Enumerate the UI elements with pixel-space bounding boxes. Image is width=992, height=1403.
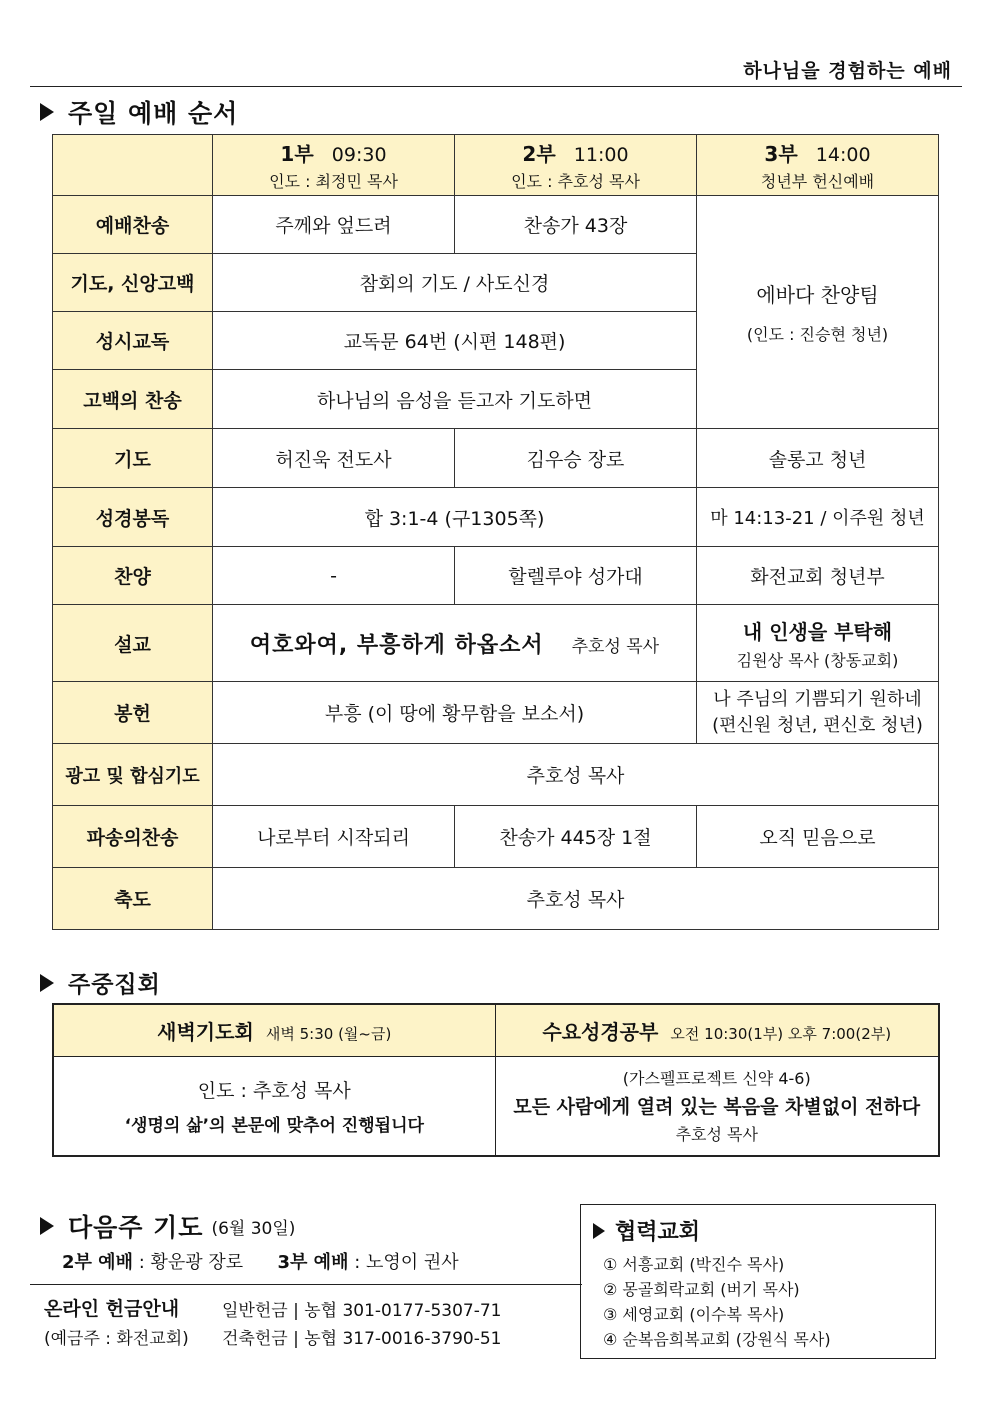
cell: 김우승 장로 [455,429,697,488]
online-offering-title: 온라인 헌금안내 [44,1298,180,1320]
partner-heading: 협력교회 [593,1215,935,1246]
table-row [53,196,939,254]
row-label: 축도 [53,868,213,930]
table-row [53,547,939,605]
table-row [53,868,939,930]
cell: 찬송가 445장 1절 [455,806,697,868]
triangle-bullet-icon [40,1217,54,1235]
cell: 허진욱 전도사 [213,429,455,488]
sermon-preacher: 추호성 목사 [571,636,660,657]
cell: 솔롱고 청년 [697,429,939,488]
weekday-meetings-table [52,1003,940,1157]
third-offering-cell: 나 주님의 기쁨되기 원하네 (편신원 청년, 편신호 청년) [697,682,939,744]
table-corner [53,135,213,196]
cell: 할렐루야 성가대 [455,547,697,605]
building-offering-account: 건축헌금 | 농협 317-0016-3790-51 [222,1329,502,1349]
table-row [53,488,939,547]
cell: 주께와 엎드려 [213,196,455,254]
row-label: 파송의찬송 [53,806,213,868]
header-divider [30,86,962,87]
sermon-title: 여호와여, 부흥하게 하옵소서 [249,632,544,658]
offering-depositor: (예금주 : 화전교회) [44,1329,189,1349]
row-label: 예배찬송 [53,196,213,254]
table-row [53,806,939,868]
service-2-header: 2부 11:00 인도 : 추호성 목사 [455,135,697,196]
weekday-heading: 주중집회 [40,966,161,999]
cell: 추호성 목사 [213,744,939,806]
table-row [53,682,939,744]
list-item: ④ 순복음희복교회 (강원식 목사) [603,1330,831,1349]
document-title: 하나님을 경험하는 예배 [743,60,952,82]
dawn-prayer-header: 새벽기도회 새벽 5:30 (월~금) [53,1004,495,1056]
general-offering-account: 일반헌금 | 농협 301-0177-5307-71 [222,1301,502,1321]
cell: 참회의 기도 / 사도신경 [213,254,697,312]
cell: 하나님의 음성을 듣고자 기도하면 [213,370,697,429]
table-row [53,744,939,806]
partner-list [581,1252,935,1352]
dawn-prayer-detail: 인도 : 추호성 목사 ‘생명의 삶’의 본문에 맞추어 진행됩니다 [53,1056,495,1156]
list-item: ② 몽골희락교회 (버기 목사) [603,1280,800,1299]
service-3-header: 3부 14:00 청년부 헌신예배 [697,135,939,196]
cell: 부흥 (이 땅에 황무함을 보소서) [213,682,697,744]
cell: 오직 믿음으로 [697,806,939,868]
wednesday-study-header: 수요성경공부 오전 10:30(1부) 오후 7:00(2부) [495,1004,939,1056]
row-label: 설교 [53,605,213,682]
cell: 추호성 목사 [213,868,939,930]
row-label: 성시교독 [53,312,213,370]
table-row [53,605,939,682]
cell: 합 3:1-4 (구1305쪽) [213,488,697,547]
cell: - [213,547,455,605]
row-label: 고백의 찬송 [53,370,213,429]
third-service-praise-cell: 에바다 찬양팀 (인도 : 진승현 청년) [697,196,939,429]
cell: 찬송가 43장 [455,196,697,254]
sermon-cell [213,605,697,682]
row-label: 광고 및 합심기도 [53,744,213,806]
worship-order-table [52,134,939,930]
service-1-header: 1부 09:30 인도 : 최정민 목사 [213,135,455,196]
table-row [53,429,939,488]
triangle-bullet-icon [40,974,54,992]
bottom-divider [30,1284,582,1285]
cell: 나로부터 시작되리 [213,806,455,868]
partner-churches-box [580,1204,936,1359]
row-label: 봉헌 [53,682,213,744]
row-label: 기도, 신앙고백 [53,254,213,312]
cell: 화전교회 청년부 [697,547,939,605]
list-item: ③ 세영교회 (이수복 목사) [603,1305,785,1324]
triangle-bullet-icon [40,103,54,121]
list-item: ① 서흥교회 (박진수 목사) [603,1255,785,1274]
next-prayer-heading: 다음주 기도 (6월 30일) [40,1208,295,1244]
cell: 교독문 64번 (시편 148편) [213,312,697,370]
triangle-bullet-icon [593,1223,605,1239]
worship-heading: 주일 예배 순서 [40,94,238,130]
wednesday-study-detail: (가스펠프로젝트 신약 4-6) 모든 사람에게 열려 있는 복음을 차별없이 전하다 추호성 목사 [495,1056,939,1156]
row-label: 기도 [53,429,213,488]
next-prayer-assignments: 2부 예배 : 황운광 장로 3부 예배 : 노영이 권사 [62,1252,459,1273]
row-label: 성경봉독 [53,488,213,547]
cell: 마 14:13-21 / 이주원 청년 [697,488,939,547]
row-label: 찬양 [53,547,213,605]
third-sermon-cell: 내 인생을 부탁해 김원상 목사 (창동교회) [697,605,939,682]
